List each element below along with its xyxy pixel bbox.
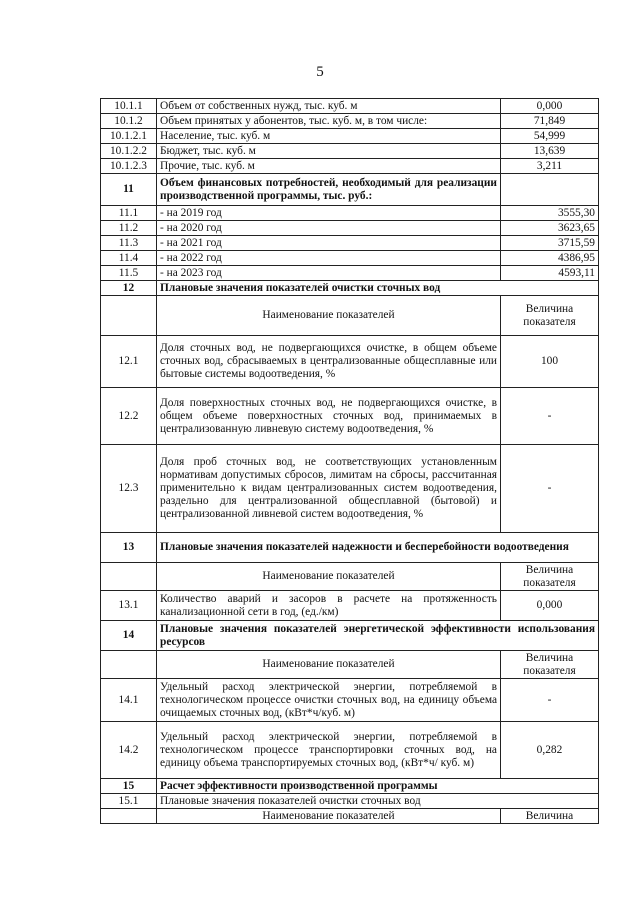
- section-number: 12: [101, 281, 157, 296]
- empty-cell: [101, 563, 157, 591]
- row-number: 12.2: [101, 388, 157, 445]
- table-row: [101, 336, 599, 388]
- row-number: 11.4: [101, 251, 157, 266]
- empty-cell: [101, 651, 157, 679]
- page-number: 5: [316, 64, 324, 80]
- row-text: Объем от собственных нужд, тыс. куб. м: [157, 99, 501, 114]
- row-value: 3715,59: [501, 236, 599, 251]
- row-text: Доля поверхностных сточных вод, не подвергающихся очистке, в общем объеме поверхностных сточных вод, принимаемых в централизованную ливневую систему водоотведения, %: [157, 388, 501, 445]
- row-text: Удельный расход электрической энергии, потребляемой в технологическом процессе очистки сточных вод, на единицу объема очищаемых сточных вод, (кВт*ч/куб. м): [157, 679, 501, 722]
- row-number: 11.5: [101, 266, 157, 281]
- row-text: Количество аварий и засоров в расчете на протяженность канализационной сети в год, (ед./км): [157, 591, 501, 621]
- table-row: [101, 794, 599, 809]
- column-header-value: Величина показателя: [501, 563, 599, 591]
- row-text: Доля проб сточных вод, не соответствующих установленным нормативам допустимых сбросов, лимитам на сбросы, рассчитанная применительно к видам централизованных систем водоотведения, раздельно для централизованной общесплавной (бытовой) и централизованной ливневой систем водоотведения, %: [157, 445, 501, 533]
- table-row: [101, 159, 599, 174]
- column-header-value: Величина показателя: [501, 296, 599, 336]
- row-value: 3555,30: [501, 206, 599, 221]
- row-text: Прочие, тыс. куб. м: [157, 159, 501, 174]
- row-text: - на 2022 год: [157, 251, 501, 266]
- row-value: 4593,11: [501, 266, 599, 281]
- row-text: Бюджет, тыс. куб. м: [157, 144, 501, 159]
- row-text: Население, тыс. куб. м: [157, 129, 501, 144]
- row-number: 15.1: [101, 794, 157, 809]
- column-header-name: Наименование показателей: [157, 296, 501, 336]
- row-text: - на 2023 год: [157, 266, 501, 281]
- section-number: 15: [101, 779, 157, 794]
- table-row: [101, 206, 599, 221]
- table-row: [101, 266, 599, 281]
- section-header: [101, 281, 599, 296]
- row-value: 0,282: [501, 722, 599, 779]
- table-row: [101, 114, 599, 129]
- row-value: 54,999: [501, 129, 599, 144]
- row-value: 100: [501, 336, 599, 388]
- table-row: [101, 591, 599, 621]
- row-number: 12.1: [101, 336, 157, 388]
- row-number: 10.1.2.3: [101, 159, 157, 174]
- table-row: [101, 129, 599, 144]
- empty-cell: [501, 174, 599, 206]
- section-title: Объем финансовых потребностей, необходимый для реализации производственной программы, тыс. руб.:: [157, 174, 501, 206]
- row-value: 13,639: [501, 144, 599, 159]
- table-row: [101, 221, 599, 236]
- row-text: - на 2020 год: [157, 221, 501, 236]
- row-value: 3623,65: [501, 221, 599, 236]
- row-text: Доля сточных вод, не подвергающихся очистке, в общем объеме сточных вод, сбрасываемых в централизованные общесплавные или бытовые системы водоотведения, %: [157, 336, 501, 388]
- row-value: 3,211: [501, 159, 599, 174]
- row-number: 11.3: [101, 236, 157, 251]
- row-number: 11.1: [101, 206, 157, 221]
- table-row: [101, 388, 599, 445]
- table-row: [101, 144, 599, 159]
- table-row: [101, 236, 599, 251]
- indicators-table: [100, 98, 599, 824]
- row-number: 14.2: [101, 722, 157, 779]
- column-header-name: Наименование показателей: [157, 651, 501, 679]
- table-row: [101, 679, 599, 722]
- row-value: 71,849: [501, 114, 599, 129]
- column-header-value: Величина: [501, 809, 599, 824]
- empty-cell: [101, 296, 157, 336]
- row-value: 0,000: [501, 99, 599, 114]
- table-row: [101, 251, 599, 266]
- row-text: Плановые значения показателей очистки сточных вод: [157, 794, 599, 809]
- section-number: 14: [101, 621, 157, 651]
- section-title: Плановые значения показателей надежности и бесперебойности водоотведения: [157, 533, 599, 563]
- section-title: Расчет эффективности производственной программы: [157, 779, 599, 794]
- row-text: - на 2021 год: [157, 236, 501, 251]
- column-header-row: [101, 651, 599, 679]
- table-row: [101, 722, 599, 779]
- row-number: 10.1.2: [101, 114, 157, 129]
- row-number: 10.1.2.2: [101, 144, 157, 159]
- row-number: 11.2: [101, 221, 157, 236]
- section-number: 11: [101, 174, 157, 206]
- row-number: 10.1.1: [101, 99, 157, 114]
- column-header-value: Величина показателя: [501, 651, 599, 679]
- table-row: [101, 445, 599, 533]
- row-text: Объем принятых у абонентов, тыс. куб. м, в том числе:: [157, 114, 501, 129]
- row-value: -: [501, 388, 599, 445]
- section-header: [101, 779, 599, 794]
- row-value: 0,000: [501, 591, 599, 621]
- row-number: 10.1.2.1: [101, 129, 157, 144]
- column-header-row: [101, 563, 599, 591]
- row-value: -: [501, 445, 599, 533]
- section-title: Плановые значения показателей очистки сточных вод: [157, 281, 599, 296]
- row-number: 12.3: [101, 445, 157, 533]
- section-number: 13: [101, 533, 157, 563]
- column-header-row: [101, 296, 599, 336]
- row-number: 14.1: [101, 679, 157, 722]
- section-header: [101, 533, 599, 563]
- row-text: Удельный расход электрической энергии, потребляемой в технологическом процессе транспортировки сточных вод, на единицу объема транспортируемых сточных вод, (кВт*ч/ куб. м): [157, 722, 501, 779]
- empty-cell: [101, 809, 157, 824]
- row-number: 13.1: [101, 591, 157, 621]
- section-header: [101, 621, 599, 651]
- section-title: Плановые значения показателей энергетической эффективности использования ресурсов: [157, 621, 599, 651]
- row-value: 4386,95: [501, 251, 599, 266]
- row-text: - на 2019 год: [157, 206, 501, 221]
- table-row: [101, 99, 599, 114]
- column-header-name: Наименование показателей: [157, 563, 501, 591]
- column-header-name: Наименование показателей: [157, 809, 501, 824]
- section-header: [101, 174, 599, 206]
- row-value: -: [501, 679, 599, 722]
- column-header-row: [101, 809, 599, 824]
